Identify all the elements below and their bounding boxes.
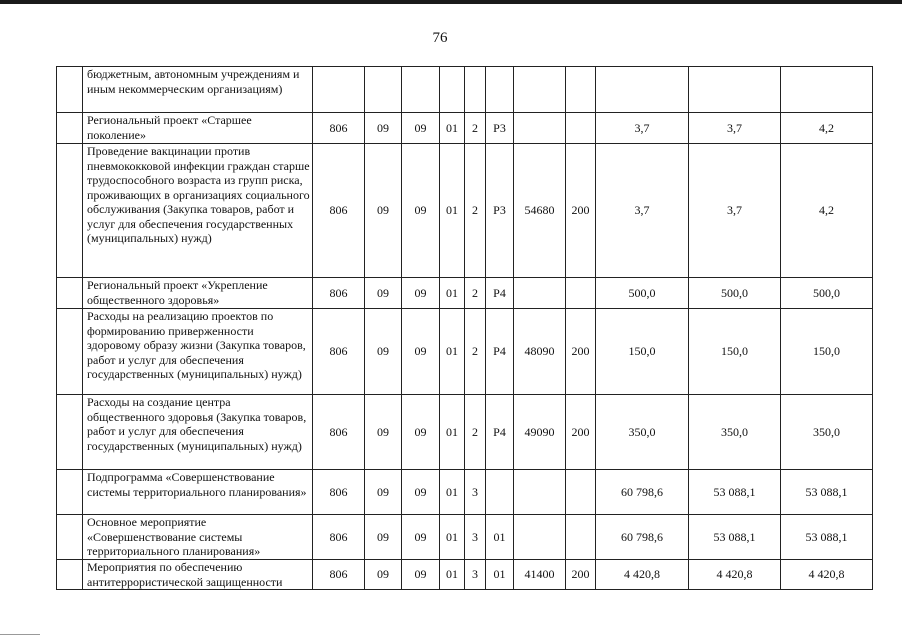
subprogram-code: 3 <box>465 470 486 515</box>
section-code: 09 <box>365 278 402 309</box>
amount-year-2: 3,7 <box>689 144 781 278</box>
item-name: Расходы на создание центра общественного здоровья (Закупка товаров, работ и услуг для обеспечения государственных (муниципальных) нужд) <box>83 395 313 470</box>
target-article-code <box>514 278 566 309</box>
item-name: Мероприятия по обеспечению антитеррористической защищенности <box>83 560 313 590</box>
item-name: Подпрограмма «Совершенствование системы территориального планирования» <box>83 470 313 515</box>
amount-year-1 <box>596 67 689 113</box>
program-code: 01 <box>440 470 465 515</box>
admin-code: 806 <box>313 470 365 515</box>
subprogram-code: 3 <box>465 560 486 590</box>
subsection-code: 09 <box>402 470 440 515</box>
admin-code: 806 <box>313 144 365 278</box>
amount-year-3: 4 420,8 <box>781 560 873 590</box>
section-code: 09 <box>365 395 402 470</box>
top-border-rule <box>0 0 902 4</box>
subsection-code: 09 <box>402 395 440 470</box>
section-code: 09 <box>365 144 402 278</box>
table-row <box>57 278 873 309</box>
target-article-code: 54680 <box>514 144 566 278</box>
subsection-code: 09 <box>402 515 440 560</box>
section-code: 09 <box>365 515 402 560</box>
target-article-code <box>514 515 566 560</box>
amount-year-1: 3,7 <box>596 113 689 144</box>
amount-year-3: 350,0 <box>781 395 873 470</box>
admin-code: 806 <box>313 278 365 309</box>
amount-year-2: 150,0 <box>689 309 781 395</box>
project-code: 01 <box>486 560 514 590</box>
amount-year-1: 60 798,6 <box>596 515 689 560</box>
amount-year-3: 500,0 <box>781 278 873 309</box>
item-name: Основное мероприятие «Совершенствование системы территориального планирования» <box>83 515 313 560</box>
row-index-cell <box>57 395 83 470</box>
table-row <box>57 113 873 144</box>
table-row <box>57 515 873 560</box>
table-row <box>57 309 873 395</box>
bottom-edge-mark <box>0 634 40 635</box>
project-code: Р3 <box>486 144 514 278</box>
target-article-code: 49090 <box>514 395 566 470</box>
expense-type-code: 200 <box>566 144 596 278</box>
row-index-cell <box>57 144 83 278</box>
subprogram-code: 2 <box>465 309 486 395</box>
subsection-code: 09 <box>402 113 440 144</box>
table-row <box>57 470 873 515</box>
expense-type-code: 200 <box>566 395 596 470</box>
row-index-cell <box>57 470 83 515</box>
subsection-code <box>402 67 440 113</box>
section-code: 09 <box>365 309 402 395</box>
target-article-code <box>514 67 566 113</box>
admin-code: 806 <box>313 395 365 470</box>
subprogram-code: 2 <box>465 395 486 470</box>
subprogram-code <box>465 67 486 113</box>
row-index-cell <box>57 515 83 560</box>
expense-type-code <box>566 67 596 113</box>
admin-code <box>313 67 365 113</box>
project-code: Р3 <box>486 113 514 144</box>
table-body <box>57 67 873 590</box>
row-index-cell <box>57 113 83 144</box>
expense-type-code <box>566 470 596 515</box>
admin-code: 806 <box>313 113 365 144</box>
project-code: Р4 <box>486 309 514 395</box>
amount-year-3: 4,2 <box>781 144 873 278</box>
table-row <box>57 395 873 470</box>
amount-year-1: 60 798,6 <box>596 470 689 515</box>
item-name: Проведение вакцинации против пневмококковой инфекции граждан старше трудоспособного возраста из групп риска, проживающих в организациях социального обслуживания (Закупка товаров, работ и услуг для обеспечения государственных (муниципальных) нужд) <box>83 144 313 278</box>
row-index-cell <box>57 67 83 113</box>
subprogram-code: 2 <box>465 144 486 278</box>
target-article-code: 48090 <box>514 309 566 395</box>
amount-year-2: 3,7 <box>689 113 781 144</box>
budget-table <box>56 66 873 590</box>
project-code: Р4 <box>486 278 514 309</box>
project-code: 01 <box>486 515 514 560</box>
amount-year-1: 350,0 <box>596 395 689 470</box>
section-code: 09 <box>365 470 402 515</box>
program-code <box>440 67 465 113</box>
program-code: 01 <box>440 560 465 590</box>
target-article-code: 41400 <box>514 560 566 590</box>
program-code: 01 <box>440 395 465 470</box>
row-index-cell <box>57 560 83 590</box>
amount-year-3: 53 088,1 <box>781 515 873 560</box>
item-name: Расходы на реализацию проектов по формированию приверженности здоровому образу жизни (Закупка товаров, работ и услуг для обеспечения государственных (муниципальных) нужд) <box>83 309 313 395</box>
section-code: 09 <box>365 113 402 144</box>
expense-type-code <box>566 113 596 144</box>
target-article-code <box>514 470 566 515</box>
table-row <box>57 67 873 113</box>
expense-type-code: 200 <box>566 560 596 590</box>
expense-type-code: 200 <box>566 309 596 395</box>
admin-code: 806 <box>313 515 365 560</box>
subprogram-code: 2 <box>465 278 486 309</box>
project-code <box>486 470 514 515</box>
amount-year-2: 500,0 <box>689 278 781 309</box>
amount-year-3: 4,2 <box>781 113 873 144</box>
amount-year-2 <box>689 67 781 113</box>
amount-year-2: 53 088,1 <box>689 515 781 560</box>
table-row <box>57 560 873 590</box>
subsection-code: 09 <box>402 560 440 590</box>
admin-code: 806 <box>313 560 365 590</box>
page-number: 76 <box>432 30 448 46</box>
item-name: Региональный проект «Укрепление общественного здоровья» <box>83 278 313 309</box>
admin-code: 806 <box>313 309 365 395</box>
amount-year-1: 3,7 <box>596 144 689 278</box>
subsection-code: 09 <box>402 309 440 395</box>
program-code: 01 <box>440 515 465 560</box>
section-code <box>365 67 402 113</box>
program-code: 01 <box>440 309 465 395</box>
amount-year-2: 53 088,1 <box>689 470 781 515</box>
item-name: Региональный проект «Старшее поколение» <box>83 113 313 144</box>
expense-type-code <box>566 278 596 309</box>
amount-year-3: 53 088,1 <box>781 470 873 515</box>
section-code: 09 <box>365 560 402 590</box>
program-code: 01 <box>440 278 465 309</box>
item-name: бюджетным, автономным учреждениям и иным некоммерческим организациям) <box>83 67 313 113</box>
program-code: 01 <box>440 144 465 278</box>
amount-year-1: 500,0 <box>596 278 689 309</box>
amount-year-2: 350,0 <box>689 395 781 470</box>
amount-year-2: 4 420,8 <box>689 560 781 590</box>
amount-year-1: 150,0 <box>596 309 689 395</box>
subsection-code: 09 <box>402 144 440 278</box>
program-code: 01 <box>440 113 465 144</box>
subsection-code: 09 <box>402 278 440 309</box>
subprogram-code: 2 <box>465 113 486 144</box>
row-index-cell <box>57 278 83 309</box>
project-code <box>486 67 514 113</box>
amount-year-1: 4 420,8 <box>596 560 689 590</box>
amount-year-3 <box>781 67 873 113</box>
project-code: Р4 <box>486 395 514 470</box>
row-index-cell <box>57 309 83 395</box>
expense-type-code <box>566 515 596 560</box>
table-row <box>57 144 873 278</box>
amount-year-3: 150,0 <box>781 309 873 395</box>
subprogram-code: 3 <box>465 515 486 560</box>
target-article-code <box>514 113 566 144</box>
